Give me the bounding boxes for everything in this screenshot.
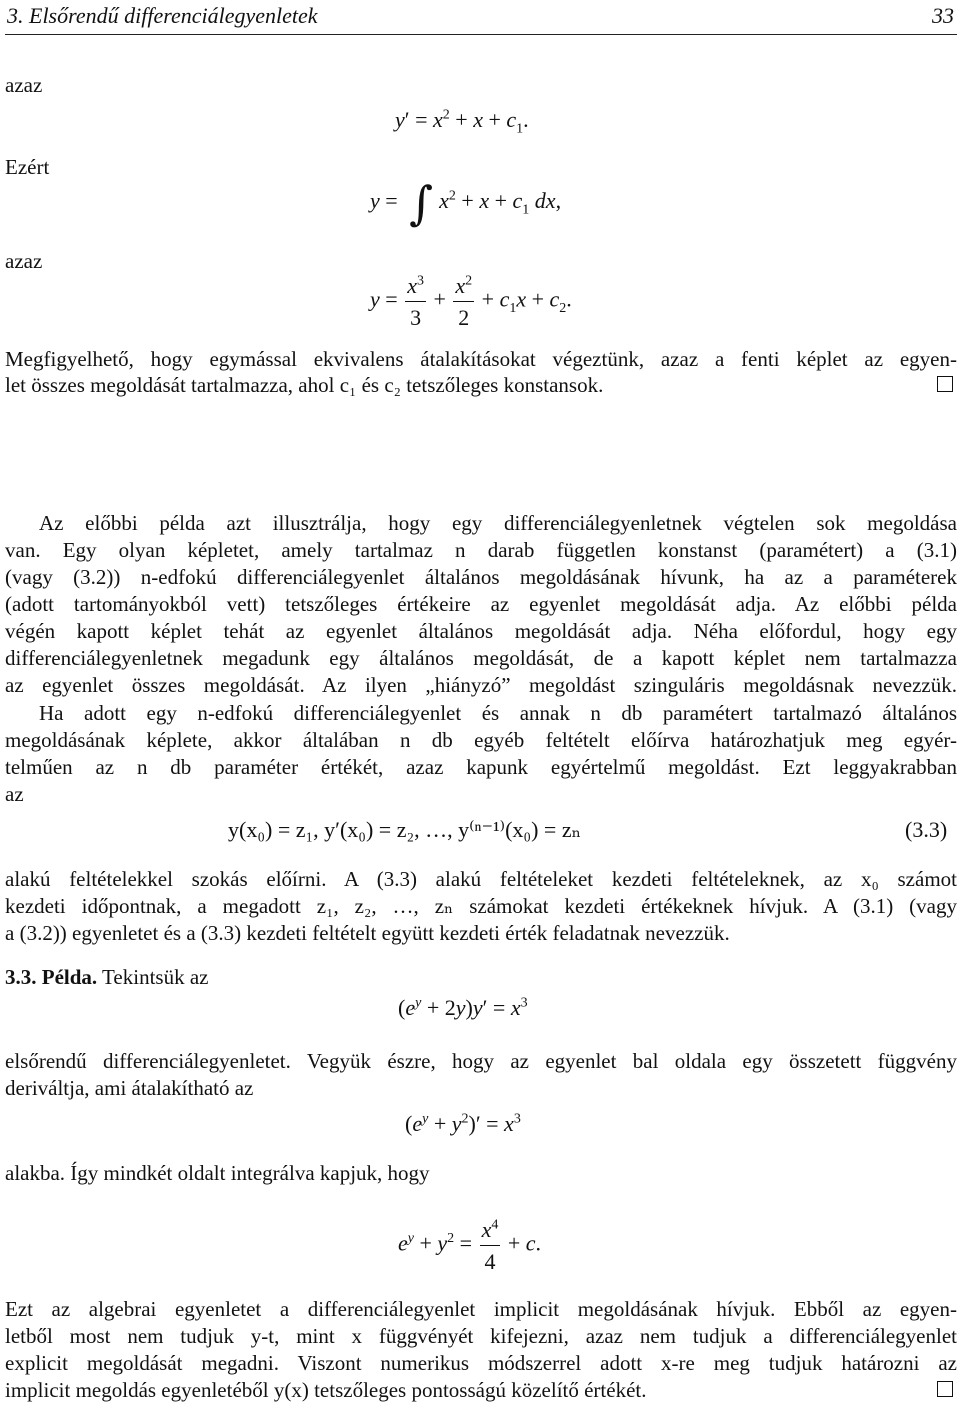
example-intro: Tekintsük az: [102, 965, 209, 989]
text-line: Ezt az algebrai egyenletet a differenciálegyenlet implicit megoldásának hívjuk. Ebből az egyen-: [5, 1297, 957, 1321]
text-line: let összes megoldását tartalmazza, ahol c₁ és c₂ tetszőleges konstansok.: [5, 373, 604, 397]
text-line: megoldásának képlete, akkor általában n db egyéb feltételt előírva határozhatjuk meg egyér-: [5, 728, 957, 752]
word-azaz: azaz: [5, 73, 43, 97]
text-line: az egyenlet összes megoldását. Az ilyen „hiányzó” megoldást szinguláris megoldásnak nevezzük.: [5, 673, 957, 697]
text-line: a (3.2)) egyenletet és a (3.3) kezdeti feltételt együtt kezdeti érték feladatnak nevezzük.: [5, 921, 730, 945]
text-line: Az előbbi példa azt illusztrálja, hogy egy differenciálegyenletnek végtelen sok megoldása: [39, 511, 957, 535]
text-line: telműen az n db paraméter értékét, azaz kapunk egyértelmű megoldást. Ezt leggyakrabban: [5, 755, 957, 779]
example-heading: [5, 964, 208, 990]
example-equation-1: $(e^y + 2y)y' = x^3$: [398, 995, 528, 1020]
text-line: kezdeti időpontnak, a megadott z₁, z₂, …, zₙ számokat kezdeti értékeknek hívjuk. A (3.1) (vagy: [5, 894, 957, 918]
text-line: Ha adott egy n-edfokú differenciálegyenlet és annak n db paramétert tartalmazó általános: [39, 701, 957, 725]
word-ezert: Ezért: [5, 155, 50, 179]
equation-y-prime: $y' = x^2 + x + c_1$.: [395, 107, 529, 137]
text-line: alakú feltételekkel szokás előírni. A (3.3) alakú feltételeket kezdeti feltételeknek, az x₀ számot: [5, 867, 957, 891]
text-line: Megfigyelhető, hogy egymással ekvivalens átalakításokat végeztünk, azaz a fenti képlet az egyen-: [5, 347, 957, 371]
chapter-title: 3. Elsőrendű differenciálegyenletek: [7, 3, 318, 28]
equation-solution: y = $\frac{x^3}{3}$ + $\frac{x^2}{2}$ + $c_1x + c_2$.: [370, 273, 572, 330]
text-line: letből most nem tudjuk y-t, mint x függvényét kifejezni, azaz nem tudjuk a differenciálegyenlet: [5, 1324, 957, 1348]
qed-square-icon: [937, 376, 953, 392]
equation-initial-conditions: y(x₀) = z₁, y′(x₀) = z₂, …, y⁽ⁿ⁻¹⁾(x₀) = zₙ: [228, 817, 582, 842]
word-azaz-2: azaz: [5, 249, 43, 273]
text-line: explicit megoldását megadni. Viszont numerikus módszerrel adott x-re meg tudjuk határozni az: [5, 1351, 957, 1375]
example-equation-2: $(e^y + y^2)' = x^3$: [405, 1111, 521, 1136]
text-line: (adott tartományokból vett) tetszőleges értékeire az egyenlet megoldását adja. Az előbbi példa: [5, 592, 957, 616]
text-line: elsőrendű differenciálegyenletet. Vegyük észre, hogy az egyenlet bal oldala egy összetett függvény: [5, 1049, 957, 1073]
equation-integral: y = ∫ $x^2 + x + c_1$ dx,: [370, 176, 562, 230]
text-line: az: [5, 782, 24, 806]
text-line: (vagy (3.2)) n-edfokú differenciálegyenlet általános megoldásának hívunk, ha az a paraméterek: [5, 565, 957, 589]
text-line: differenciálegyenletnek megadunk egy általános megoldását, de a kapott képlet nem tartalmazza: [5, 646, 957, 670]
text-line: van. Egy olyan képletet, amely tartalmaz n darab független konstanst (paramétert) a (3.1): [5, 538, 957, 562]
qed-square-icon: [937, 1381, 953, 1397]
text-line: implicit megoldás egyenletéből y(x) tetszőleges pontosságú közelítő értékét.: [5, 1378, 647, 1402]
equation-number: (3.3): [905, 817, 948, 842]
page-header: [5, 0, 957, 35]
page-number: 33: [932, 3, 954, 28]
text-line: alakba. Így mindkét oldalt integrálva kapjuk, hogy: [5, 1161, 430, 1185]
text-line: végén kapott képlet tehát az egyenlet általános megoldását adja. Néha előfordul, hogy egy: [5, 619, 957, 643]
text-line: deriváltja, ami átalakítható az: [5, 1076, 254, 1100]
example-equation-3: $e^y + y^2$ = $\frac{x^4}{4}$ + c.: [398, 1217, 542, 1274]
example-label: 3.3. Példa.: [5, 965, 98, 989]
